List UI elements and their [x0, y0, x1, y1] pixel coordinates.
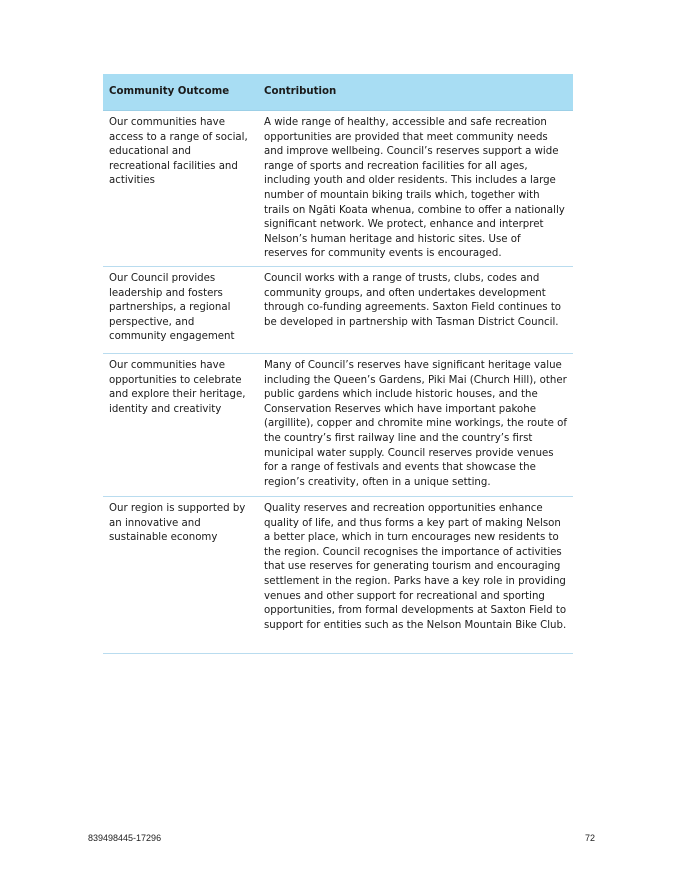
contribution-cell: Quality reserves and recreation opportunities enhance quality of life, and thus forms a key part of making Nelson a better place, which in turn encourages new residents to the region. Council recognises the importance of activities that use reserves for generating tourism and encouraging settlement in the region. Parks have a key role in providing venues and other support for recreational and sporting opportunities, from formal developments at Saxton Field to support for entities such as the Nelson Mountain Bike Club.: [258, 496, 573, 653]
table-row: [103, 496, 573, 653]
outcome-cell: Our communities have opportunities to celebrate and explore their heritage, identity and creativity: [103, 353, 258, 496]
outcome-cell: Our communities have access to a range of social, educational and recreational facilities and activities: [103, 111, 258, 267]
table-row: [103, 353, 573, 496]
contribution-cell: A wide range of healthy, accessible and safe recreation opportunities are provided that meet community needs and improve wellbeing. Council’s reserves support a wide range of sports and recreation facilities for all ages, including youth and older residents. This includes a large number of mountain biking trails which, together with trails on Ngāti Koata whenua, combine to offer a nationally significant network. We protect, enhance and interpret Nelson’s human heritage and historic sites. Use of reserves for community events is encouraged.: [258, 111, 573, 267]
page-number: 72: [584, 833, 595, 843]
outcome-cell: Our Council provides leadership and fosters partnerships, a regional perspective, and community engagement: [103, 266, 258, 353]
table-header-row: [103, 74, 573, 111]
header-community-outcome: Community Outcome: [103, 74, 258, 111]
table-row: [103, 111, 573, 267]
community-outcomes-table: [103, 74, 573, 654]
header-contribution: Contribution: [258, 74, 573, 111]
document-reference: 839498445-17296: [88, 833, 162, 843]
outcome-cell: Our region is supported by an innovative and sustainable economy: [103, 496, 258, 653]
contribution-cell: Many of Council’s reserves have significant heritage value including the Queen’s Gardens, Piki Mai (Church Hill), other public gardens which include historic houses, and the Conservation Reserves which have important pakohe (argillite), copper and chromite mine workings, the route of the country’s first railway line and the country’s first municipal water supply. Council reserves provide venues for a range of festivals and events that showcase the region’s creativity, often in a unique setting.: [258, 353, 573, 496]
table-row: [103, 266, 573, 353]
contribution-cell: Council works with a range of trusts, clubs, codes and community groups, and often undertakes development through co-funding agreements. Saxton Field continues to be developed in partnership with Tasman District Council.: [258, 266, 573, 353]
